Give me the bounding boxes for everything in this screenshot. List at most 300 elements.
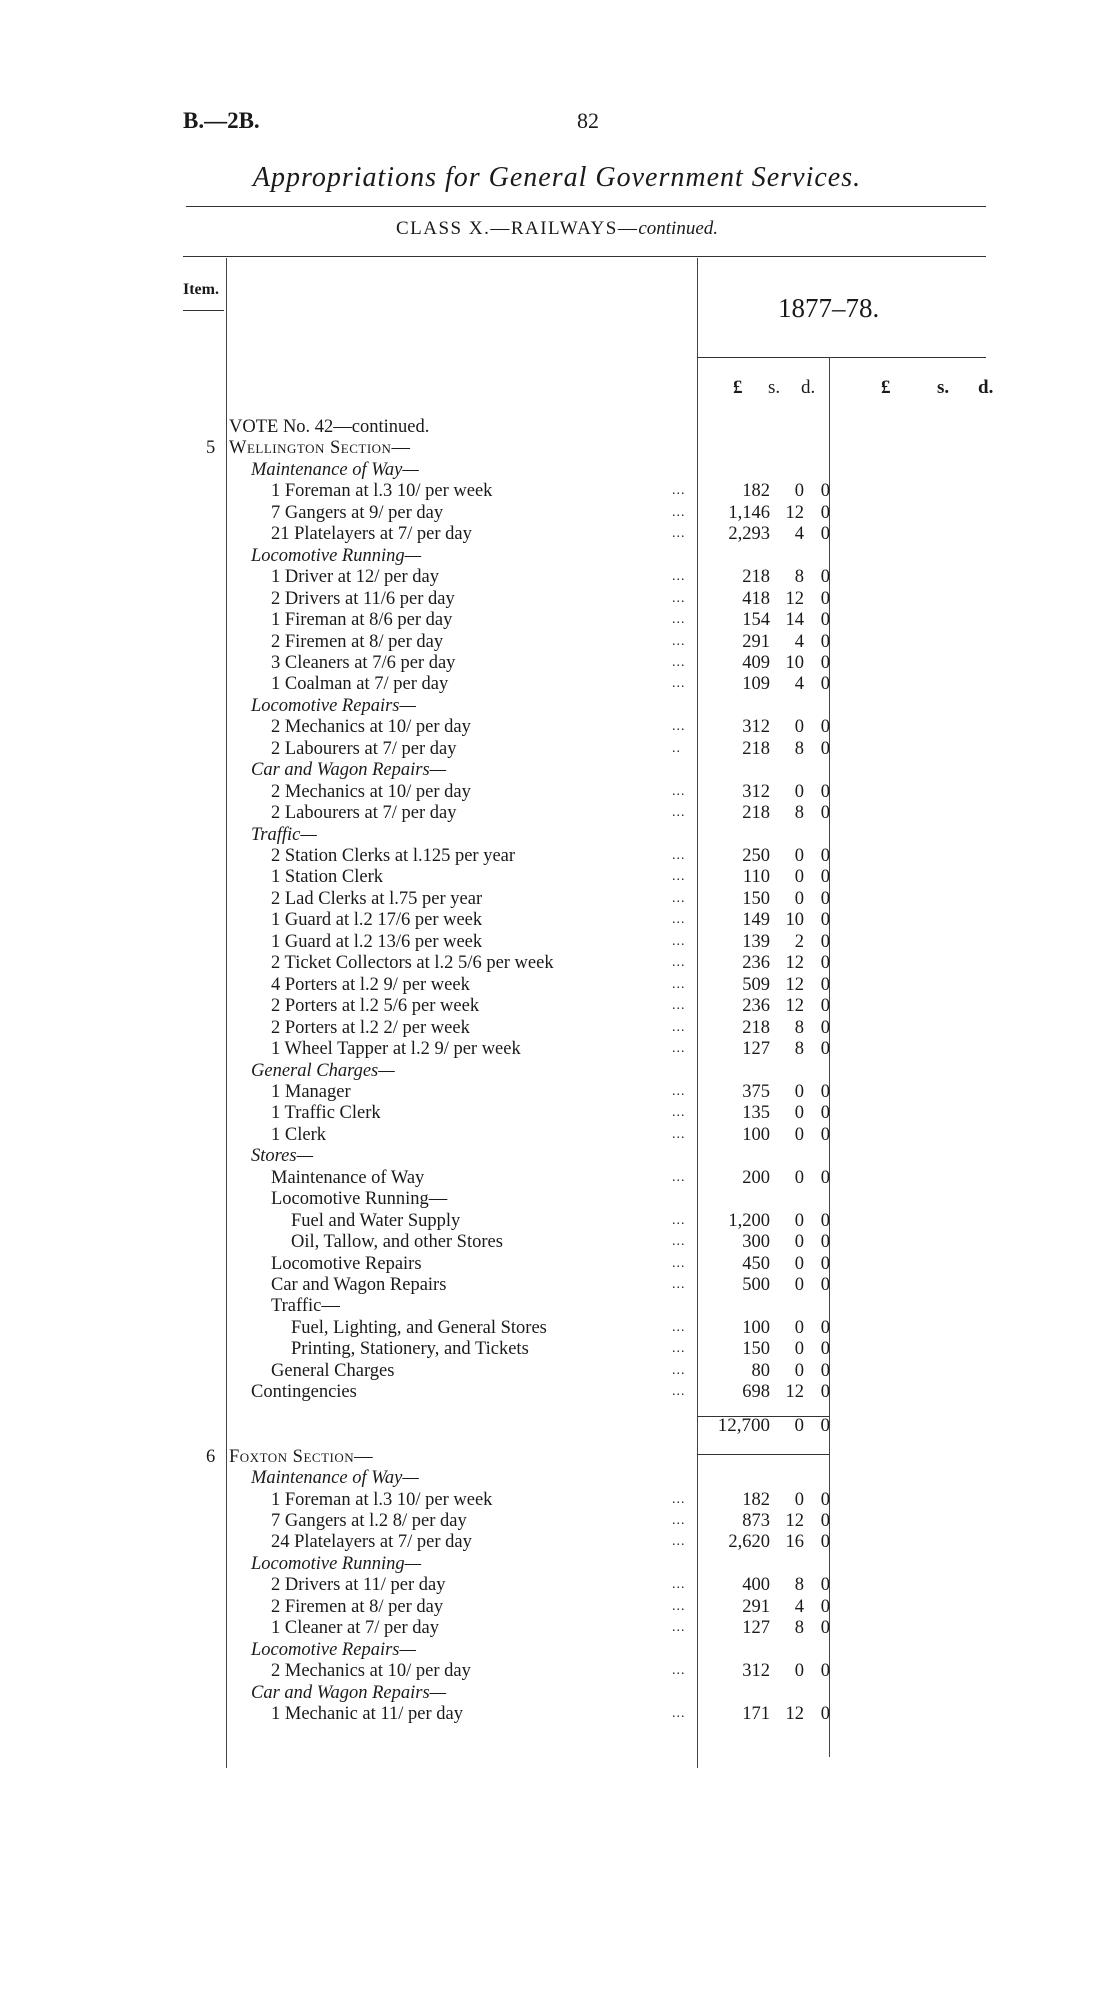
table-row [0, 1167, 1114, 1189]
table-row [0, 588, 1114, 610]
table-row [0, 952, 1114, 974]
table-top-rule [183, 256, 986, 257]
amount-pounds: 139 [742, 931, 770, 952]
item-description: Oil, Tallow, and other Stores [291, 1232, 503, 1253]
currency-pounds-2: £ [881, 377, 891, 398]
item-description: 1 Mechanic at 11/ per day [271, 1704, 463, 1724]
amount-shillings: 8 [794, 1618, 804, 1639]
amount-pounds: 698 [742, 1382, 770, 1403]
table-row [0, 1274, 1114, 1296]
item-description: 2 Porters at l.2 5/6 per week [271, 996, 480, 1017]
amount-pence: 0 [820, 974, 830, 995]
leader-dots: ... [672, 654, 686, 670]
currency-pence-2: d. [978, 377, 994, 398]
table-row [0, 1145, 1114, 1167]
leader-dots: ... [672, 612, 686, 628]
amount-pence: 0 [820, 1489, 830, 1510]
item-description: Contingencies [251, 1382, 357, 1403]
leader-dots: ... [672, 1277, 686, 1292]
page-number: 82 [577, 108, 599, 133]
table-row [0, 1317, 1114, 1339]
table-row [0, 1553, 1114, 1575]
amount-pence: 0 [820, 803, 830, 824]
amount-pounds: 12,700 [717, 1415, 770, 1437]
amount-pence: 0 [820, 1510, 830, 1531]
amount-pence: 0 [820, 1232, 830, 1253]
amount-pounds: 250 [742, 846, 770, 866]
amount-pence: 0 [820, 1017, 830, 1038]
item-number: 6 [206, 1446, 216, 1467]
class-heading-continued: continued. [638, 218, 719, 239]
amount-shillings: 0 [794, 1210, 804, 1231]
amount-shillings: 12 [785, 996, 804, 1017]
amount-pence: 0 [820, 524, 830, 545]
table-row [0, 1596, 1114, 1618]
amount-pence: 0 [820, 1360, 830, 1381]
amount-shillings: 0 [794, 1232, 804, 1253]
item-description: 2 Porters at l.2 2/ per week [271, 1017, 470, 1038]
item-description: 2 Labourers at 7/ per day [271, 738, 457, 759]
item-description: 1 Cleaner at 7/ per day [271, 1618, 439, 1639]
item-header-rule [183, 310, 224, 311]
leader-dots: ... [672, 719, 686, 735]
amount-pounds: 375 [742, 1081, 770, 1102]
amount-pence: 0 [820, 631, 830, 652]
table-row [0, 1060, 1114, 1082]
amount-pounds: 150 [742, 888, 770, 909]
amount-pence: 0 [820, 910, 830, 931]
table-row [0, 1617, 1114, 1639]
leader-dots: ... [672, 869, 686, 885]
table-row [0, 652, 1114, 674]
amount-shillings: 0 [794, 1275, 804, 1295]
amount-shillings: 0 [794, 1415, 804, 1437]
table-row [0, 909, 1114, 931]
amount-shillings: 2 [794, 931, 804, 952]
amount-pounds: 171 [742, 1704, 770, 1724]
amount-pence: 0 [820, 931, 830, 952]
item-description: 1 Manager [271, 1081, 351, 1102]
item-description: 7 Gangers at l.2 8/ per day [271, 1510, 467, 1531]
amount-shillings: 12 [785, 1382, 804, 1403]
class-heading [0, 218, 1114, 240]
leader-dots: ... [672, 890, 686, 906]
amount-pounds: 236 [742, 996, 770, 1017]
item-description: Printing, Stationery, and Tickets [291, 1339, 529, 1360]
amount-shillings: 8 [794, 1017, 804, 1038]
amount-shillings: 0 [794, 1317, 804, 1338]
amount-shillings: 4 [794, 1596, 804, 1617]
leader-dots: ... [672, 1534, 686, 1550]
amount-shillings: 12 [785, 1704, 804, 1724]
item-description: 2 Mechanics at 10/ per day [271, 781, 471, 802]
subheading-label: Maintenance of Way— [251, 459, 419, 480]
amount-pounds: 450 [742, 1253, 770, 1274]
amount-shillings: 12 [785, 502, 804, 523]
amount-pence: 0 [820, 1661, 830, 1682]
amount-pence: 0 [820, 953, 830, 974]
document-reference: B.—2B. [183, 108, 260, 133]
amount-pounds: 127 [742, 1618, 770, 1639]
amount-pounds: 418 [742, 588, 770, 609]
amount-pounds: 218 [742, 567, 770, 588]
amount-pence: 0 [820, 846, 830, 866]
amount-shillings: 0 [794, 481, 804, 502]
amount-pence: 0 [820, 1317, 830, 1338]
amount-pence: 0 [820, 610, 830, 631]
table-row [0, 1210, 1114, 1232]
amount-pence: 0 [820, 1618, 830, 1639]
leader-dots: ... [672, 912, 686, 928]
subheading-label: General Charges— [251, 1060, 395, 1081]
leader-dots: ... [672, 1362, 686, 1378]
amount-pounds: 218 [742, 738, 770, 759]
table-row [0, 716, 1114, 738]
leader-dots: ... [672, 1706, 686, 1721]
amount-pounds: 291 [742, 1596, 770, 1617]
leader-dots: ... [672, 783, 686, 799]
amount-pounds: 1,200 [728, 1210, 770, 1231]
currency-shillings-1: s. [768, 377, 781, 398]
amount-shillings: 8 [794, 1575, 804, 1596]
table-row [0, 502, 1114, 524]
amount-pounds: 312 [742, 717, 770, 738]
amount-pence: 0 [820, 867, 830, 888]
amount-pence: 0 [820, 674, 830, 695]
currency-pounds-1: £ [733, 377, 743, 398]
amount-pounds: 109 [742, 674, 770, 695]
table-row [0, 1467, 1114, 1489]
amount-pence: 0 [820, 567, 830, 588]
amount-pounds: 312 [742, 1661, 770, 1682]
leader-dots: ... [672, 1663, 686, 1679]
leader-dots: ... [672, 1512, 686, 1528]
leader-dots: ... [672, 1105, 686, 1121]
amount-pence: 0 [820, 1532, 830, 1553]
table-row [0, 824, 1114, 846]
amount-shillings: 12 [785, 588, 804, 609]
amount-shillings: 0 [794, 1489, 804, 1510]
table-row [0, 1510, 1114, 1532]
table-row [0, 1253, 1114, 1275]
amount-shillings: 0 [794, 1081, 804, 1102]
item-description: 1 Foreman at l.3 10/ per week [271, 1489, 493, 1510]
table-row [0, 673, 1114, 695]
leader-dots: ... [672, 848, 686, 863]
item-description: 1 Station Clerk [271, 867, 384, 888]
item-description: 4 Porters at l.2 9/ per week [271, 974, 470, 995]
leader-dots: ... [672, 1041, 686, 1057]
leader-dots: ... [672, 998, 686, 1014]
amount-pounds: 149 [742, 910, 770, 931]
currency-shillings-2: s. [937, 377, 950, 398]
item-description: 1 Coalman at 7/ per day [271, 674, 449, 695]
item-description: General Charges [271, 1360, 395, 1381]
item-description: 2 Firemen at 8/ per day [271, 631, 444, 652]
leader-dots: ... [672, 805, 686, 821]
amount-pounds: 200 [742, 1167, 770, 1188]
leader-dots: ... [672, 1212, 686, 1228]
item-description: 1 Clerk [271, 1124, 326, 1145]
leader-dots: ... [672, 483, 686, 499]
amount-pence: 0 [820, 1382, 830, 1403]
amount-pounds: 1,146 [728, 502, 770, 523]
table-row [0, 631, 1114, 653]
amount-pence: 0 [820, 652, 830, 673]
item-description: 1 Guard at l.2 13/6 per week [271, 931, 483, 952]
year-header: 1877–78. [778, 293, 880, 323]
subheading-label: Car and Wagon Repairs— [251, 1682, 447, 1703]
item-description: 2 Drivers at 11/6 per day [271, 588, 455, 609]
amount-shillings: 10 [785, 910, 804, 931]
amount-shillings: 0 [794, 781, 804, 802]
amount-pounds: 100 [742, 1317, 770, 1338]
table-row [0, 888, 1114, 910]
amount-pounds: 100 [742, 1124, 770, 1145]
table-row [0, 1531, 1114, 1553]
leader-dots: ... [672, 1491, 686, 1507]
item-description: VOTE No. 42—continued. [229, 417, 430, 437]
amount-pounds: 182 [742, 1489, 770, 1510]
table-row [0, 695, 1114, 717]
amount-shillings: 8 [794, 803, 804, 824]
item-description: 1 Fireman at 8/6 per day [271, 610, 453, 631]
amount-pounds: 236 [742, 953, 770, 974]
amount-pounds: 312 [742, 781, 770, 802]
item-description: 1 Traffic Clerk [271, 1103, 381, 1124]
amount-shillings: 8 [794, 567, 804, 588]
subheading-label: Locomotive Repairs— [251, 1639, 416, 1660]
item-description: 2 Station Clerks at l.125 per year [271, 846, 516, 866]
amount-pounds: 135 [742, 1103, 770, 1124]
leader-dots: ... [672, 504, 686, 520]
amount-shillings: 0 [794, 717, 804, 738]
amount-pounds: 400 [742, 1575, 770, 1596]
item-description: 2 Firemen at 8/ per day [271, 1596, 444, 1617]
leader-dots: ... [672, 569, 686, 585]
amount-pounds: 110 [742, 867, 770, 888]
amount-pence: 0 [820, 1103, 830, 1124]
amount-shillings: 0 [794, 1253, 804, 1274]
amount-pence: 0 [820, 1596, 830, 1617]
table-row [0, 1102, 1114, 1124]
amount-pence: 0 [820, 1167, 830, 1188]
table-row [0, 1381, 1114, 1403]
subheading-label: Stores— [251, 1146, 314, 1167]
amount-shillings: 12 [785, 1510, 804, 1531]
amount-shillings: 0 [794, 888, 804, 909]
amount-shillings: 0 [794, 1103, 804, 1124]
item-description: 1 Wheel Tapper at l.2 9/ per week [271, 1039, 521, 1060]
section-label: Wellington Section— [229, 438, 411, 459]
amount-shillings: 0 [794, 1124, 804, 1145]
section-row [0, 1446, 1114, 1468]
table-row [0, 566, 1114, 588]
leader-dots: ... [672, 1234, 686, 1250]
leader-dots: ... [672, 1620, 686, 1636]
table-row [0, 1231, 1114, 1253]
leader-dots: .. [672, 740, 681, 756]
amount-shillings: 10 [785, 652, 804, 673]
item-description: 2 Lad Clerks at l.75 per year [271, 888, 483, 909]
table-row [0, 1124, 1114, 1146]
leader-dots: ... [672, 633, 686, 649]
item-description: Fuel, Lighting, and General Stores [291, 1317, 547, 1338]
subheading-label: Locomotive Repairs— [251, 695, 416, 716]
table-row [0, 480, 1114, 502]
item-description: 2 Mechanics at 10/ per day [271, 717, 471, 738]
amount-pence: 0 [820, 502, 830, 523]
amount-pounds: 182 [742, 481, 770, 502]
table-row [0, 459, 1114, 481]
leader-dots: ... [672, 1019, 686, 1035]
subheading-label: Locomotive Running— [251, 1553, 422, 1574]
leader-dots: ... [672, 526, 686, 542]
amount-pence: 0 [820, 717, 830, 738]
section-row [0, 437, 1114, 459]
table-row [0, 1660, 1114, 1682]
amount-pence: 0 [820, 1253, 830, 1274]
table-row [0, 931, 1114, 953]
amount-shillings: 0 [794, 1360, 804, 1381]
section-label: Foxton Section— [229, 1446, 374, 1467]
amount-pounds: 500 [742, 1275, 770, 1295]
item-description: Car and Wagon Repairs [271, 1275, 447, 1295]
item-description: 7 Gangers at 9/ per day [271, 502, 444, 523]
item-description: Traffic— [271, 1296, 340, 1317]
amount-pence: 0 [820, 481, 830, 502]
item-description: 24 Platelayers at 7/ per day [271, 1532, 472, 1553]
amount-pence: 0 [820, 1210, 830, 1231]
table-row [0, 523, 1114, 545]
amount-pounds: 154 [742, 610, 770, 631]
item-description: Fuel and Water Supply [291, 1210, 461, 1231]
table-row [0, 995, 1114, 1017]
table-row [0, 1081, 1114, 1103]
amount-pounds: 509 [742, 974, 770, 995]
amount-shillings: 8 [794, 1039, 804, 1060]
amount-shillings: 12 [785, 974, 804, 995]
amount-pence: 0 [820, 1415, 830, 1437]
amount-pence: 0 [820, 888, 830, 909]
table-row [0, 781, 1114, 803]
amount-pounds: 150 [742, 1339, 770, 1360]
amount-shillings: 16 [785, 1532, 804, 1553]
table-row [0, 1188, 1114, 1210]
amount-pence: 0 [820, 1339, 830, 1360]
table-row [0, 1017, 1114, 1039]
item-description: 3 Cleaners at 7/6 per day [271, 652, 456, 673]
leader-dots: ... [672, 1255, 686, 1271]
table-row [0, 1682, 1114, 1704]
amount-pounds: 80 [751, 1360, 770, 1381]
leader-dots: ... [672, 1341, 686, 1357]
item-description: 1 Guard at l.2 17/6 per week [271, 910, 483, 931]
amount-shillings: 0 [794, 867, 804, 888]
amount-pounds: 300 [742, 1232, 770, 1253]
table-row [0, 1574, 1114, 1596]
table-row [0, 845, 1114, 867]
table-row [0, 609, 1114, 631]
table-row [0, 1038, 1114, 1060]
item-description: 2 Drivers at 11/ per day [271, 1575, 446, 1596]
amount-shillings: 0 [794, 1661, 804, 1682]
leader-dots: ... [672, 1577, 686, 1593]
table-row [0, 416, 1114, 438]
item-description: 1 Foreman at l.3 10/ per week [271, 481, 493, 502]
table-row [0, 759, 1114, 781]
subheading-label: Locomotive Running— [251, 545, 422, 566]
leader-dots: ... [672, 1598, 686, 1614]
item-description: Maintenance of Way [271, 1167, 425, 1188]
table-row [0, 974, 1114, 996]
leader-dots: ... [672, 1169, 686, 1185]
leader-dots: ... [672, 976, 686, 992]
amount-shillings: 14 [785, 610, 804, 631]
title-rule [186, 206, 986, 207]
page-title: Appropriations for General Government Services. [252, 162, 862, 193]
subheading-label: Car and Wagon Repairs— [251, 760, 447, 781]
item-description: 2 Ticket Collectors at l.2 5/6 per week [271, 953, 554, 974]
table-row [0, 1489, 1114, 1511]
amount-pounds: 409 [742, 652, 770, 673]
item-description: 1 Driver at 12/ per day [271, 567, 439, 588]
amount-shillings: 0 [794, 1167, 804, 1188]
amount-pence: 0 [820, 1575, 830, 1596]
item-description: Locomotive Running— [271, 1189, 448, 1210]
item-description: 2 Labourers at 7/ per day [271, 803, 457, 824]
table-row [0, 1703, 1114, 1725]
table-row [0, 866, 1114, 888]
amount-shillings: 4 [794, 631, 804, 652]
table-row [0, 1295, 1114, 1317]
item-description: 2 Mechanics at 10/ per day [271, 1661, 471, 1682]
amount-pence: 0 [820, 1081, 830, 1102]
leader-dots: ... [672, 1384, 686, 1400]
item-number: 5 [206, 438, 216, 459]
currency-pence-1: d. [801, 377, 816, 398]
amount-pence: 0 [820, 781, 830, 802]
amount-pence: 0 [820, 996, 830, 1017]
amount-pence: 0 [820, 588, 830, 609]
amount-shillings: 12 [785, 953, 804, 974]
subheading-label: Traffic— [251, 824, 317, 845]
table-row [0, 738, 1114, 760]
table-row [0, 545, 1114, 567]
item-description: 21 Platelayers at 7/ per day [271, 524, 472, 545]
amount-shillings: 4 [794, 674, 804, 695]
item-description: Locomotive Repairs [271, 1253, 422, 1274]
leader-dots: ... [672, 933, 686, 949]
amount-pence: 0 [820, 738, 830, 759]
leader-dots: ... [672, 590, 686, 606]
amount-shillings: 0 [794, 1339, 804, 1360]
amount-pounds: 873 [742, 1510, 770, 1531]
amount-pounds: 2,620 [728, 1532, 770, 1553]
amount-pence: 0 [820, 1704, 830, 1724]
amount-pounds: 218 [742, 1017, 770, 1038]
table-row [0, 1639, 1114, 1661]
year-rule [697, 357, 986, 358]
leader-dots: ... [672, 1319, 686, 1335]
amount-pounds: 2,293 [728, 524, 770, 545]
amount-shillings: 4 [794, 524, 804, 545]
leader-dots: ... [672, 1126, 686, 1142]
amount-pence: 0 [820, 1275, 830, 1295]
leader-dots: ... [672, 955, 686, 971]
table-row [0, 1360, 1114, 1382]
item-column-header: Item. [183, 281, 219, 298]
